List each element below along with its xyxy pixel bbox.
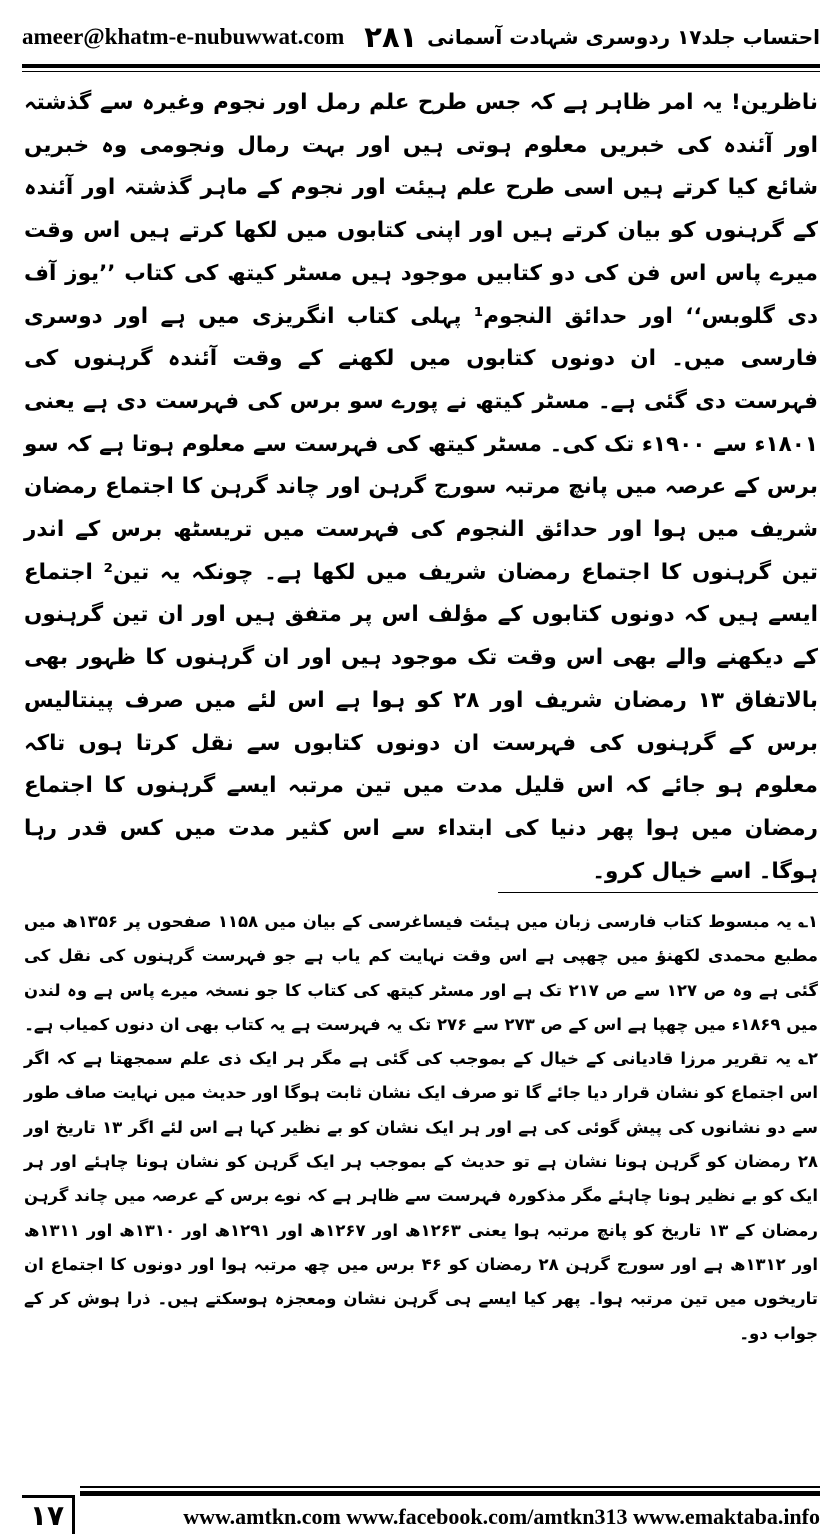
header-rule-thin [22, 71, 820, 72]
main-paragraph: ناظرین! یہ امر ظاہر ہے کہ جس طرح علم رمل اور نجوم وغیرہ سے گذشتہ اور آئندہ کی خبریں معلوم ہوتی ہیں اور بہت رمال ونجومی وہ خبریں شائع کیا کرتے ہیں اسی طرح علم ہیئت اور نجوم کے ماہر گذشتہ اور آئندہ کے گرہنوں کو بیان کرتے ہیں اور اپنی کتابوں میں لکھا کرتے ہیں اس وقت میرے پاس اس فن کی دو کتابیں موجود ہیں مسٹر کیتھ کی کتاب ’’یوز آف دی گلوبس‘‘ اور حدائق النجوم¹ پہلی کتاب انگریزی میں ہے اور دوسری فارسی میں۔ ان دونوں کتابوں میں لکھنے کے وقت آئندہ گرہنوں کی فہرست دی گئی ہے۔ مسٹر کیتھ نے پورے سو برس کی فہرست دی ہے یعنی ۱۸۰۱ء سے ۱۹۰۰ء تک کی۔ مسٹر کیتھ کی فہرست سے معلوم ہوتا ہے کہ سو برس کے عرصہ میں پانچ مرتبہ سورج گرہن اور چاند گرہن کا اجتماع رمضان شریف میں ہوا اور حدائق النجوم کی فہرست میں تریسٹھ برس کے اندر تین گرہنوں کا اجتماع رمضان شریف میں لکھا ہے۔ چونکہ یہ تین² اجتماع ایسے ہیں کہ دونوں کتابوں کے مؤلف اس پر متفق ہیں اور ان تین گرہنوں کے دیکھنے والے بھی اس وقت تک موجود ہیں اور ان گرہنوں کا ظہور بھی بالاتفاق ۱۳ رمضان شریف اور ۲۸ کو ہوا ہے اس لئے میں صرف پینتالیس برس کے گرہنوں کی فہرست ان دونوں کتابوں سے نقل کرتا ہوں تاکہ معلوم ہو جائے کہ اس قلیل مدت میں تین مرتبہ ایسے گرہنوں کا اجتماع رمضان میں ہوا پھر دنیا کی ابتداء سے اس کثیر مدت میں کس قدر رہا ہوگا۔ اسے خیال کرو۔ [24, 90, 819, 884]
footnote-separator [498, 892, 818, 893]
footer-rule [80, 1486, 820, 1488]
main-text [24, 82, 818, 893]
footnote-2: ۲؎ یہ تقریر مرزا قادیانی کے خیال کے بموجب کی گئی ہے مگر ہر ایک ذی علم سمجھتا ہے کہ اگر اس اجتماع کو نشان قرار دیا جائے گا تو صرف ایک نشان ثابت ہوگا اور حدیث میں نہایت صاف طور سے دو نشانوں کی پیش گوئی کی ہے اور ہر ایک نشان کو بے نظیر کہا ہے اس لئے اگر ۱۳ تاریخ اور ۲۸ رمضان کو گرہن ہونا نشان ہے تو حدیث کے بموجب ہر ایک گرہن کو نشان ہونا چاہئے اور ہر ایک کو بے نظیر ہونا چاہئے مگر مذکورہ فہرست سے ظاہر ہے کہ نوے برس کے عرصہ میں چاند گرہن رمضان کے ۱۳ تاریخ کو پانچ مرتبہ ہوا یعنی ۱۲۶۳ھ اور ۱۲۶۷ھ اور ۱۲۹۱ھ اور ۱۳۱۰ھ اور ۱۳۱۱ھ اور ۱۳۱۲ھ ہے اور سورج گرہن ۲۸ رمضان کو ۴۶ برس میں چھ مرتبہ ہوا اور دونوں کا اجتماع ان تاریخوں میں تین مرتبہ ہوا۔ پھر کیا ایسے ہی گرہن نشان ومعجزہ ہوسکتے ہیں۔ ذرا ہوش کر کے جواب دو۔ [24, 1049, 818, 1343]
header-rule [22, 64, 820, 68]
page-footer [22, 1494, 820, 1534]
footer-links: www.amtkn.com www.facebook.com/amtkn313 www.emaktaba.info [183, 1504, 820, 1529]
header-book-title: احتساب جلد۱۷ ردوسری شہادت آسمانی [427, 25, 820, 49]
header-left [22, 20, 417, 54]
footer-page-number: ۱۷ [22, 1495, 75, 1534]
footnote-1: ۱؎ یہ مبسوط کتاب فارسی زبان میں ہیئت فیساغرسی کے بیان میں ۱۱۵۸ صفحوں پر ۱۳۵۶ھ میں مطبع محمدی لکھنؤ میں چھپی ہے اس وقت نہایت کم یاب ہے جو فہرست گرہنوں کی نقل کی گئی ہے وہ ص ۱۲۷ سے ص ۲۱۷ تک ہے اور مسٹر کیتھ کی کتاب کا جو نسخہ میرے پاس ہے وہ لندن میں ۱۸۶۹ء میں چھپا ہے اس کے ص ۲۷۳ سے ۲۷۶ تک یہ فہرست ہے یہ کتاب بھی ان دنوں کمیاب ہے۔ [24, 912, 818, 1034]
header-page-number: ۲۸۱ [364, 20, 418, 54]
page-header [22, 12, 820, 62]
footnotes [24, 905, 818, 1351]
header-email: ameer@khatm-e-nubuwwat.com [22, 24, 345, 49]
